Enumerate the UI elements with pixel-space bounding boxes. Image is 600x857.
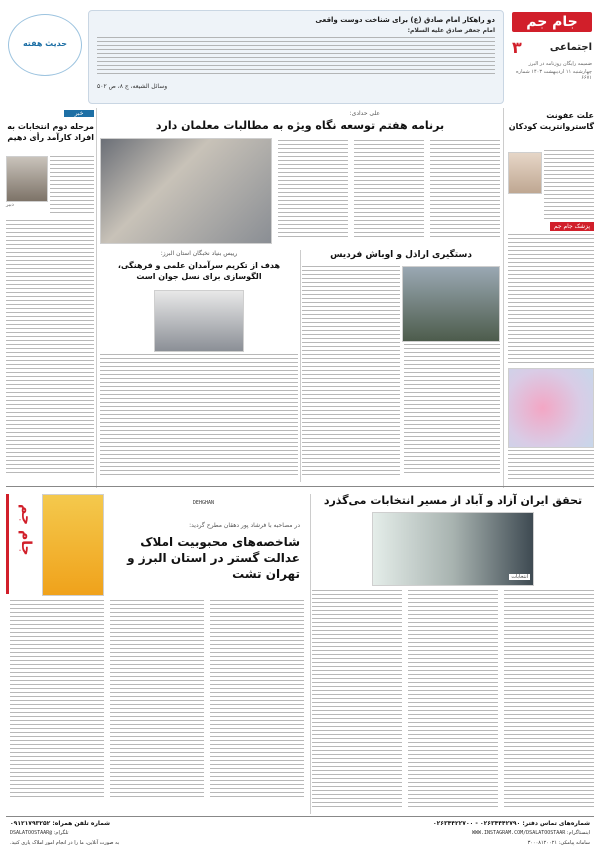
left-news-badge: خبر bbox=[64, 110, 94, 117]
elite-foundation-story bbox=[100, 250, 298, 480]
supplement-line: ضمیمه رایگان روزنامه در البرز bbox=[528, 61, 592, 67]
closing-line: به صورت آنلاین، ما را در انجام امور املاک یاری کنید. bbox=[10, 840, 120, 846]
doctor-article-text-2 bbox=[508, 234, 594, 364]
main-story-photo bbox=[100, 138, 272, 244]
election-photo-label: انتخابات bbox=[511, 574, 528, 580]
interviewee-photo bbox=[42, 494, 104, 596]
election-story-text-3 bbox=[312, 590, 402, 810]
doctor-photo bbox=[508, 152, 542, 194]
main-story-text-2 bbox=[354, 140, 424, 240]
left-news-text-2 bbox=[6, 220, 94, 476]
main-story-kicker: علی حدادی: bbox=[349, 110, 380, 117]
contact-footer bbox=[6, 816, 594, 853]
hadith-title: دو راهکار امام صادق (ع) برای شناخت دوست واقعی bbox=[315, 16, 495, 24]
telegram-link[interactable]: @DSALATOOSTAAR bbox=[10, 830, 53, 836]
side-logo-strip bbox=[6, 494, 43, 594]
side-logo: جام جم bbox=[18, 504, 34, 556]
arrest-story-headline: دستگیری اراذل و اوباش فردیس bbox=[330, 250, 472, 260]
left-news-column bbox=[6, 110, 94, 480]
main-story bbox=[100, 110, 500, 245]
hadith-badge bbox=[8, 14, 82, 76]
left-news-text-1 bbox=[50, 156, 94, 216]
office-phone: شماره‌های تماس دفتر: ۰۲۶۳۴۴۴۲۷۹۰ - ۰۲۶۳۴۴۲۲۷۰۰ bbox=[432, 820, 590, 827]
election-story-text-1 bbox=[504, 590, 594, 810]
election-story bbox=[312, 494, 594, 814]
hadith-source: وسائل الشیعه، ج ۸، ص ۵۰۲ bbox=[97, 83, 168, 90]
hadith-badge-label: حدیث هفته bbox=[22, 39, 68, 48]
elite-story-kicker: رییس بنیاد نخبگان استان البرز: bbox=[160, 250, 238, 257]
mobile-phone: شماره تلفن همراه: ۰۹۱۲۱۷۹۳۲۵۲ bbox=[10, 820, 111, 827]
virus-illustration bbox=[508, 368, 594, 448]
interview-headline: شاخصه‌های محبوبیت املاک عدالت گستر در استان البرز و تهران تشت bbox=[127, 535, 300, 581]
main-story-text-1 bbox=[430, 140, 500, 240]
arrest-story-photo bbox=[402, 266, 500, 342]
election-story-headline: تحقق ایران آزاد و آباد از مسیر انتخابات می‌گذرد bbox=[323, 494, 583, 507]
arrest-story-text-1 bbox=[302, 266, 400, 476]
instagram-label: اینستاگرام: bbox=[566, 830, 590, 836]
left-news-title: مرحله دوم انتخابات به افراد کارآمد رأی دهیم bbox=[7, 122, 94, 142]
interview-text-1 bbox=[210, 600, 304, 800]
elite-story-headline: هدف از تکریم سرآمدان علمی و فرهنگی، الگوسازی برای نسل جوان است bbox=[117, 261, 281, 281]
brand-logo: DEHGHAN bbox=[192, 500, 214, 506]
date-line: چهارشنبه ۱۱ اردیبهشت ۱۴۰۳ شماره ۶۶۷۱ bbox=[516, 69, 592, 81]
main-story-headline: برنامه هفتم توسعه نگاه ویژه به مطالبات معلمان دارد bbox=[155, 119, 445, 132]
doctor-article-text-3 bbox=[508, 450, 594, 480]
telegram-label: تلگرام: bbox=[53, 830, 69, 836]
arrest-story bbox=[302, 250, 500, 480]
hadith-subtitle: امام جعفر صادق علیه السلام: bbox=[407, 27, 495, 34]
main-story-text-3 bbox=[278, 140, 348, 240]
sms-line: سامانه پیامکی: ۳۰۰۰۸۱۲۰۰۲۱ bbox=[527, 840, 590, 846]
interview-kicker: در مصاحبه با فرشاد پور دهقان مطرح گردید: bbox=[189, 522, 300, 529]
election-story-text-2 bbox=[408, 590, 498, 810]
elite-story-text bbox=[100, 354, 298, 476]
doctor-article bbox=[508, 110, 594, 480]
doctor-label: پزشک جام جم bbox=[550, 222, 594, 231]
doctor-article-text-1 bbox=[544, 150, 594, 220]
interview-story bbox=[6, 494, 304, 814]
elite-story-photo bbox=[154, 290, 244, 352]
page-number: ۳ bbox=[512, 38, 522, 57]
weekly-hadith-box bbox=[88, 10, 504, 104]
instagram-link[interactable]: WWW.INSTAGRAM.COM/DSALATOOSTAAR bbox=[471, 830, 566, 836]
doctor-article-title: علت عفونت گاستروانتریت کودکان bbox=[508, 111, 594, 131]
interview-text-3 bbox=[10, 600, 104, 800]
left-news-photo bbox=[6, 156, 48, 202]
masthead bbox=[512, 12, 592, 102]
interview-text-2 bbox=[110, 600, 204, 800]
left-news-caption: دبیر bbox=[6, 202, 14, 208]
section-title: اجتماعی bbox=[549, 42, 592, 53]
logo: جام جم bbox=[512, 12, 592, 32]
hadith-text bbox=[97, 37, 495, 77]
arrest-story-text-2 bbox=[404, 344, 500, 476]
